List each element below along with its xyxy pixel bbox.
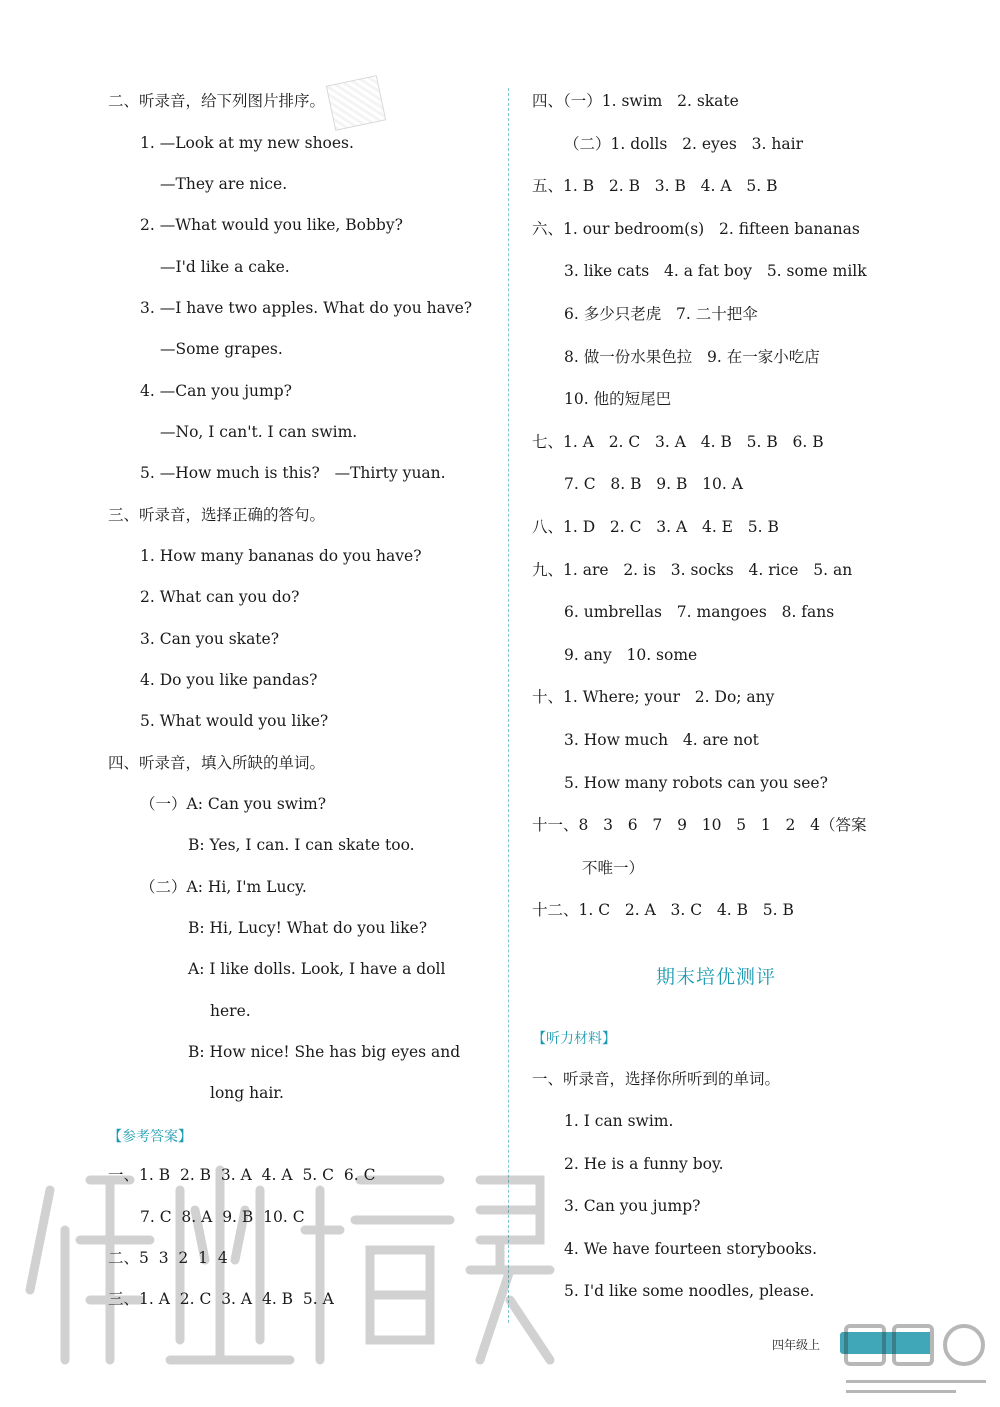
- right-line-20: 十二、1. C 2. A 3. C 4. B 5. B: [532, 901, 794, 919]
- left-line-19: B: Yes, I can. I can skate too.: [188, 836, 415, 854]
- stamp-mark: [326, 75, 386, 131]
- left-line-17: 四、听录音，填入所缺的单词。: [108, 754, 326, 772]
- left-line-12: 1. How many bananas do you have?: [140, 547, 422, 565]
- left-line-27: 一、1. B 2. B 3. A 4. A 5. C 6. C: [108, 1166, 376, 1184]
- left-line-3: —They are nice.: [160, 175, 288, 193]
- right-line-18: 十一、8 3 6 7 9 10 5 1 2 4（答案: [532, 816, 867, 834]
- right-line-16: 3. How much 4. are not: [564, 731, 759, 749]
- right-line-11: 八、1. D 2. C 3. A 4. E 5. B: [532, 518, 779, 536]
- right-line-25: 2. He is a funny boy.: [564, 1155, 724, 1173]
- right-line-8: 10. 他的短尾巴: [564, 390, 672, 408]
- right-line-28: 5. I'd like some noodles, please.: [564, 1282, 815, 1300]
- right-line-10: 7. C 8. B 9. B 10. A: [564, 475, 743, 493]
- left-line-22: A: I like dolls. Look, I have a doll: [188, 960, 446, 978]
- left-line-2: 1. —Look at my new shoes.: [140, 134, 354, 152]
- left-line-15: 4. Do you like pandas?: [140, 671, 318, 689]
- right-line-1: 四、（一）1. swim 2. skate: [532, 92, 739, 110]
- right-line-14: 9. any 10. some: [564, 646, 698, 664]
- left-line-10: 5. —How much is this? —Thirty yuan.: [140, 464, 446, 482]
- right-line-19: 不唯一）: [582, 859, 645, 877]
- left-line-14: 3. Can you skate?: [140, 630, 280, 648]
- left-line-24: B: How nice! She has big eyes and: [188, 1043, 461, 1061]
- grade-label: 四年级上: [772, 1338, 821, 1352]
- left-line-9: —No, I can't. I can swim.: [160, 423, 358, 441]
- right-line-6: 6. 多少只老虎 7. 二十把伞: [564, 305, 758, 323]
- right-line-26: 3. Can you jump?: [564, 1197, 701, 1215]
- column-divider: [508, 88, 509, 1323]
- left-line-11: 三、听录音，选择正确的答句。: [108, 506, 326, 524]
- listening-material-tag: 【听力材料】: [532, 1031, 616, 1047]
- right-line-24: 1. I can swim.: [564, 1112, 674, 1130]
- left-line-18: （一）A: Can you swim?: [140, 795, 327, 813]
- left-line-16: 5. What would you like?: [140, 712, 329, 730]
- watermark-artwork: [20, 1150, 560, 1380]
- left-line-20: （二）A: Hi, I'm Lucy.: [140, 878, 307, 896]
- right-line-5: 3. like cats 4. a fat boy 5. some milk: [564, 262, 867, 280]
- left-line-23: here.: [210, 1002, 251, 1020]
- right-line-9: 七、1. A 2. C 3. A 4. B 5. B 6. B: [532, 433, 824, 451]
- right-line-3: 五、1. B 2. B 3. B 4. A 5. B: [532, 177, 778, 195]
- left-line-25: long hair.: [210, 1084, 284, 1102]
- left-line-6: 3. —I have two apples. What do you have?: [140, 299, 473, 317]
- section-title: 期末培优测评: [656, 966, 777, 988]
- left-line-29: 二、5 3 2 1 4: [108, 1249, 228, 1267]
- right-line-13: 6. umbrellas 7. mangoes 8. fans: [564, 603, 835, 621]
- left-line-21: B: Hi, Lucy! What do you like?: [188, 919, 428, 937]
- left-line-8: 4. —Can you jump?: [140, 382, 292, 400]
- right-line-15: 十、1. Where; your 2. Do; any: [532, 688, 775, 706]
- right-line-12: 九、1. are 2. is 3. socks 4. rice 5. an: [532, 561, 853, 579]
- right-line-17: 5. How many robots can you see?: [564, 774, 828, 792]
- left-line-1: 二、听录音，给下列图片排序。: [108, 92, 326, 110]
- right-line-2: （二）1. dolls 2. eyes 3. hair: [564, 135, 803, 153]
- left-line-4: 2. —What would you like, Bobby?: [140, 216, 403, 234]
- left-line-13: 2. What can you do?: [140, 588, 300, 606]
- left-line-28: 7. C 8. A 9. B 10. C: [140, 1208, 305, 1226]
- right-line-7: 8. 做一份水果色拉 9. 在一家小吃店: [564, 348, 820, 366]
- right-line-4: 六、1. our bedroom(s) 2. fifteen bananas: [532, 220, 860, 238]
- right-line-23: 一、听录音，选择你所听到的单词。: [532, 1070, 781, 1088]
- left-line-30: 三、1. A 2. C 3. A 4. B 5. A: [108, 1290, 334, 1308]
- left-line-7: —Some grapes.: [160, 340, 283, 358]
- left-line-5: —I'd like a cake.: [160, 258, 290, 276]
- right-line-27: 4. We have fourteen storybooks.: [564, 1240, 818, 1258]
- site-logo: [836, 1318, 996, 1407]
- answer-key-tag: 【参考答案】: [108, 1129, 192, 1145]
